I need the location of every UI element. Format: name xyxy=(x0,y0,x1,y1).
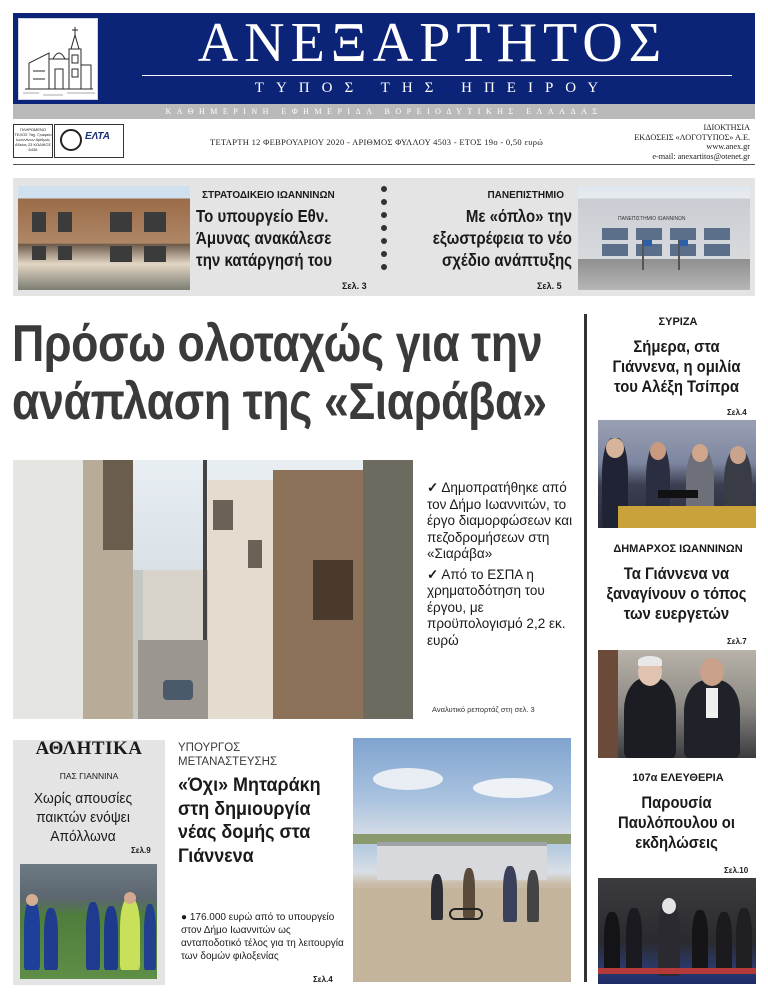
lead-headline-line-2: ανάπλαση της «Σιαράβα» xyxy=(12,373,547,431)
issue-info: ΤΕΤΑΡΤΗ 12 ΦΕΒΡΟΥΑΡΙΟΥ 2020 - ΑΡΙΘΜΟΣ ΦΥΛΛΟΥ 4503 - ΕΤΟΣ 19ο - 0,50 ευρώ xyxy=(210,137,544,147)
migration-kicker xyxy=(178,741,277,769)
teaser-2-kicker: ΠΑΝΕΠΙΣΤΗΜΙΟ xyxy=(487,190,564,201)
email-link[interactable]: e-mail: anexartitos@otenet.gr xyxy=(652,151,750,161)
migration-page-ref: Σελ.4 xyxy=(313,975,333,984)
publisher-info xyxy=(600,123,750,161)
courthouse-photo xyxy=(18,186,190,290)
church-drawing-icon xyxy=(19,19,98,100)
ceremony-photo xyxy=(598,878,756,984)
lead-report-ref: Αναλυτικό ρεπορτάζ στη σελ. 3 xyxy=(432,705,535,714)
publisher-line-2: ΕΚΔΟΣΕΙΣ «ΛΟΓΟΤΥΠΟΣ» Α.Ε. xyxy=(634,132,750,142)
siarava-street-photo xyxy=(13,460,413,719)
sports-kicker: ΠΑΣ ΓΙΑΝΝΙΝΑ xyxy=(59,771,119,781)
elta-label: ΕΛΤΑ xyxy=(85,131,111,142)
right-story-1-headline[interactable]: Σήμερα, στα Γιάννενα, η ομιλία του Αλέξη Τσίπρα xyxy=(612,338,741,396)
right-story-3-kicker: 107α ΕΛΕΥΘΕΡΙΑ xyxy=(632,772,724,784)
press-conference-photo xyxy=(598,420,756,528)
separator-dot xyxy=(381,212,387,218)
teaser-2-page-ref: Σελ. 5 xyxy=(537,281,562,291)
church-logo xyxy=(18,18,98,100)
sports-headline[interactable]: Χωρίς απουσίες παικτών ενόψει Απόλλωνα xyxy=(33,790,133,845)
university-sign: ΠΑΝΕΠΙΣΤΗΜΙΟ ΙΩΑΝΝΙΝΩΝ xyxy=(618,216,686,222)
elta-logo-icon xyxy=(60,129,82,151)
lead-bullet xyxy=(427,567,577,650)
teaser-1-page-ref: Σελ. 3 xyxy=(342,281,367,291)
right-story-2-headline[interactable]: Τα Γιάννενα να ξαναγίνουν ο τόπος των ευεργετών xyxy=(606,565,747,623)
postage-stamp: ΠΛΗΡΩΜΕΝΟ ΤΕΛΟΣ Ταχ. Γραφείο Ιωαννίνων Αριθμός Αδείας 23 ΚΩΔΙΚΟΣ 6436 xyxy=(13,124,53,158)
separator-dot xyxy=(381,251,387,257)
right-story-1-kicker: ΣΥΡΙΖΑ xyxy=(658,316,698,328)
university-photo xyxy=(578,186,750,290)
right-story-3-page-ref: Σελ.10 xyxy=(724,866,749,875)
migration-kicker-line-1: ΥΠΟΥΡΓΟΣ xyxy=(178,742,241,754)
football-training-photo xyxy=(20,864,157,979)
mayor-meeting-photo xyxy=(598,650,756,758)
separator-dot xyxy=(381,264,387,270)
separator-dot xyxy=(381,238,387,244)
newspaper-subtitle: ΤΥΠΟΣ ΤΗΣ ΗΠΕΙΡΟΥ xyxy=(254,80,611,96)
migration-body xyxy=(181,911,349,963)
right-story-3-headline[interactable]: Παρουσία Παυλόπουλου οι εκδηλώσεις xyxy=(617,794,736,852)
right-story-2-page-ref: Σελ.7 xyxy=(727,637,747,646)
separator-dot xyxy=(381,225,387,231)
lead-headline-line-1: Πρόσω ολοταχώς για την xyxy=(12,315,543,373)
newspaper-title: ΑΝΕΞΑΡΤΗΤΟΣ xyxy=(197,12,668,74)
separator-dot xyxy=(381,199,387,205)
migration-kicker-line-2: ΜΕΤΑΝΑΣΤΕΥΣΗΣ xyxy=(178,756,278,768)
check-icon: ✓ xyxy=(427,480,439,495)
lead-bullet-text: Από το ΕΣΠΑ η χρηματοδότηση του έργου, με προϋπολογισμό 2,2 εκ. ευρώ xyxy=(427,566,566,648)
info-divider xyxy=(13,164,755,165)
right-story-1-page-ref: Σελ.4 xyxy=(727,408,747,417)
sports-page-ref: Σελ.9 xyxy=(131,846,151,855)
right-story-2-kicker: ΔΗΜΑΡΧΟΣ ΙΩΑΝΝΙΝΩΝ xyxy=(613,543,743,555)
website-link[interactable]: www.anex.gr xyxy=(706,142,750,151)
lead-headline[interactable] xyxy=(12,315,547,431)
publisher-line-1: ΙΔΙΟΚΤΗΣΙΑ xyxy=(703,123,750,132)
check-icon: ✓ xyxy=(427,566,439,582)
bullet-icon: ● xyxy=(181,912,188,923)
sports-section-title: ΑΘΛΗΤΙΚΑ xyxy=(35,738,143,759)
migration-body-text: 176.000 ευρώ από το υπουργείο στον Δήμο Ιωαννιτών ως ανταποδοτικό τέλος για τη λειτουργία των δομών φιλοξενίας xyxy=(181,912,344,962)
title-divider xyxy=(142,75,732,76)
teaser-1-headline[interactable]: Το υπουργείο Εθν. Άμυνας ανακάλεσε την κατάργησή του xyxy=(196,206,332,270)
lead-bullet-text: Δημοπρατήθηκε από τον Δήμο Ιωαννιτών, το έργο διαμορφώσεων και πεζοδρομήσεων στη «Σιαράβα» xyxy=(427,480,573,561)
lead-bullets xyxy=(427,480,577,653)
separator-dot xyxy=(381,186,387,192)
lead-bullet xyxy=(427,480,577,563)
migration-headline[interactable]: «Όχι» Μηταράκη στη δημιουργία νέας δομής στα Γιάννενα xyxy=(178,774,321,867)
teaser-2-headline[interactable]: Με «όπλο» την εξωστρέφεια το νέο σχέδιο ανάπτυξης xyxy=(432,206,572,270)
column-divider xyxy=(584,314,587,982)
refugee-camp-photo xyxy=(353,738,571,982)
tagline: ΚΑΘΗΜΕΡΙΝΗ ΕΦΗΜΕΡΙΔΑ ΒΟΡΕΙΟΔΥΤΙΚΗΣ ΕΛΛΑΔΑΣ xyxy=(165,107,603,116)
teaser-1-kicker: ΣΤΡΑΤΟΔΙΚΕΙΟ ΙΩΑΝΝΙΝΩΝ xyxy=(202,190,335,201)
